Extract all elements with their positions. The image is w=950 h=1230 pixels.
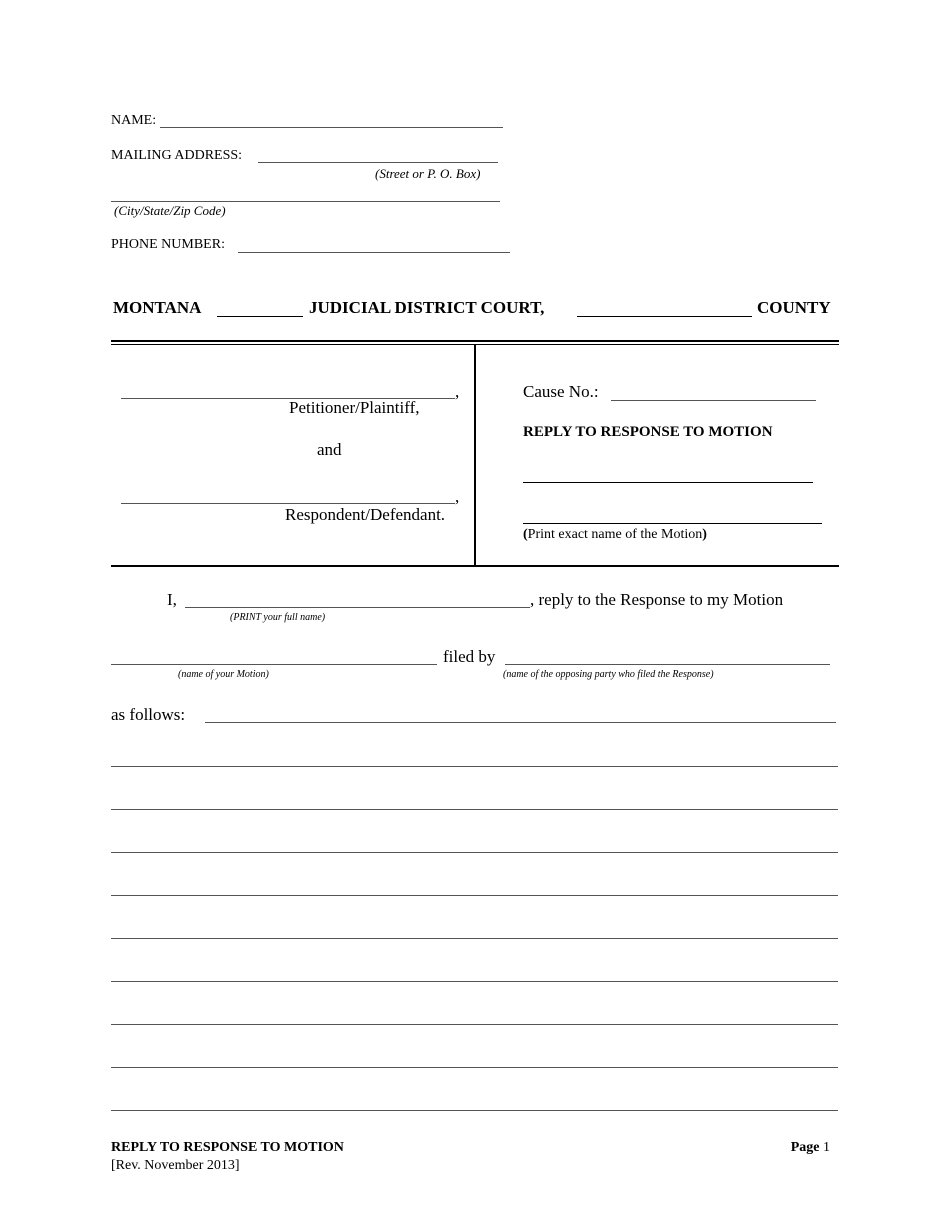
footer-title: REPLY TO RESPONSE TO MOTION [111,1140,344,1155]
cause-number-field[interactable] [611,400,816,401]
reply-text: , reply to the Response to my Motion [530,590,784,609]
mailing-address-label: MAILING ADDRESS: [111,148,243,163]
document-title: REPLY TO RESPONSE TO MOTION [523,424,773,440]
reply-text-line[interactable] [111,809,838,810]
full-name-field[interactable] [185,607,530,608]
motion-name-field-2[interactable] [523,523,822,524]
reply-text-line[interactable] [111,1024,838,1025]
comma: , [455,487,460,506]
city-caption: (City/State/Zip Code) [114,203,226,218]
reply-text-line[interactable] [205,722,836,723]
reply-text-line[interactable] [111,1110,838,1111]
reply-text-line[interactable] [111,981,838,982]
page-number: Page 1 [790,1140,830,1155]
divider [111,565,839,567]
opposing-party-field[interactable] [505,664,830,665]
motion-name-field-1[interactable] [523,482,813,483]
court-state: MONTANA [113,298,202,317]
opposing-party-caption: (name of the opposing party who filed the Response) [503,669,714,680]
reply-text-line[interactable] [111,1067,838,1068]
divider [111,340,839,342]
reply-text-line[interactable] [111,766,838,767]
comma: , [455,382,460,401]
street-address-field[interactable] [258,162,498,163]
filed-by-label: filed by [443,647,496,666]
petitioner-label: Petitioner/Plaintiff, [289,398,420,417]
footer-revision: [Rev. November 2013] [111,1158,240,1173]
reply-text-line[interactable] [111,852,838,853]
name-label: NAME: [111,113,157,128]
cause-number-label: Cause No.: [523,382,599,401]
divider [474,344,476,566]
respondent-label: Respondent/Defendant. [285,505,446,524]
as-follows-label: as follows: [111,705,186,724]
your-motion-caption: (name of your Motion) [178,669,269,680]
court-district-text: JUDICIAL DISTRICT COURT, [309,298,545,317]
phone-field[interactable] [238,252,510,253]
motion-caption: (Print exact name of the Motion) [523,527,707,542]
i-label: I, [167,590,177,609]
and-label: and [317,440,342,459]
district-number-field[interactable] [217,316,303,317]
reply-text-line[interactable] [111,938,838,939]
reply-text-line[interactable] [111,895,838,896]
print-name-caption: (PRINT your full name) [230,612,326,623]
phone-label: PHONE NUMBER: [111,237,225,252]
court-county: COUNTY [757,298,831,317]
street-caption: (Street or P. O. Box) [375,166,481,181]
county-name-field[interactable] [577,316,752,317]
respondent-name-field[interactable] [121,503,455,504]
motion-name-field[interactable] [111,664,437,665]
city-state-zip-field[interactable] [111,201,500,202]
name-field[interactable] [160,127,503,128]
